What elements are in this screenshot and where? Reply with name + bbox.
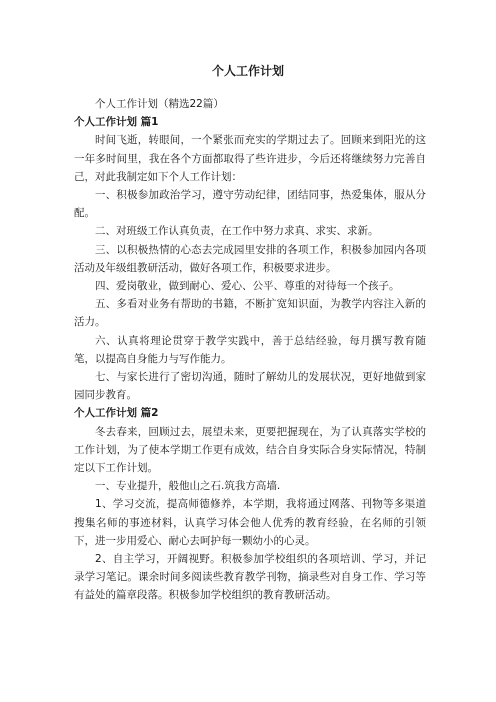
paragraph: 二、对班级工作认真负责，在工作中努力求真、求实、求新。 <box>95 225 379 238</box>
paragraph: 七、与家长进行了密切沟通，随时了解幼儿的发展状况，更好地做到家园同步教育。 <box>74 371 426 402</box>
paragraph: 1、学习交流，提高师德修养，本学期，我将通过网落、刊物等多渠道搜集名师的事迹材料，认真学习体会他人优秀的教育经验，在名师的引领下，进一步用爱心、耐心去呵护每一颗幼小的心灵。 <box>74 498 426 547</box>
paragraph: 一、积极参加政治学习，遵守劳动纪律，团结同事，热爱集体，服从分配。 <box>74 189 426 220</box>
paragraph: 五、多看对业务有帮助的书籍，不断扩宽知识面，为教学内容注入新的活力。 <box>74 298 426 329</box>
paragraph: 三、以积极热情的心态去完成园里安排的各项工作，积极参加园内各项活动及年级组教研活动，做好各项工作，积极要求进步。 <box>74 243 426 274</box>
paragraph: 六、认真将理论贯穿于教学实践中，善于总结经验，每月撰写教育随笔，以提高自身能力与写作能力。 <box>74 334 426 365</box>
document-subtitle: 个人工作计划（精选22篇） <box>95 98 224 110</box>
paragraph: 四、爱岗敬业，做到耐心、爱心、公平、尊重的对待每一个孩子。 <box>95 280 400 293</box>
section-heading: 个人工作计划 篇2 <box>74 407 159 420</box>
paragraph: 一、专业提升，般他山之石.筑我方高墙. <box>95 480 281 493</box>
paragraph: 冬去春来，回顾过去，展望未来，更要把握现在，为了认真落实学校的工作计划，为了使本学期工作更有成效，结合自身实际合身实际情况，特制定以下工作计划。 <box>74 425 426 475</box>
paragraph: 2、自主学习，开阔视野。积极参加学校组织的各项培训、学习，并记录学习笔记。课余时间多阅读些教育教学刊物，摘录些对自身工作、学习等有益处的篇章段落。积极参加学校组织的教育教研活动。 <box>74 553 426 602</box>
document-body <box>74 95 426 605</box>
paragraph: 时间飞逝，转眼间，一个紧张而充实的学期过去了。回顾来到阳光的这一年多时间里，我在各个方面都取得了些许进步，今后还将继续努力完善自己，对此我制定如下个人工作计划： <box>74 134 426 183</box>
section-heading: 个人工作计划 篇1 <box>74 116 159 129</box>
document-title: 个人工作计划 <box>211 64 284 78</box>
